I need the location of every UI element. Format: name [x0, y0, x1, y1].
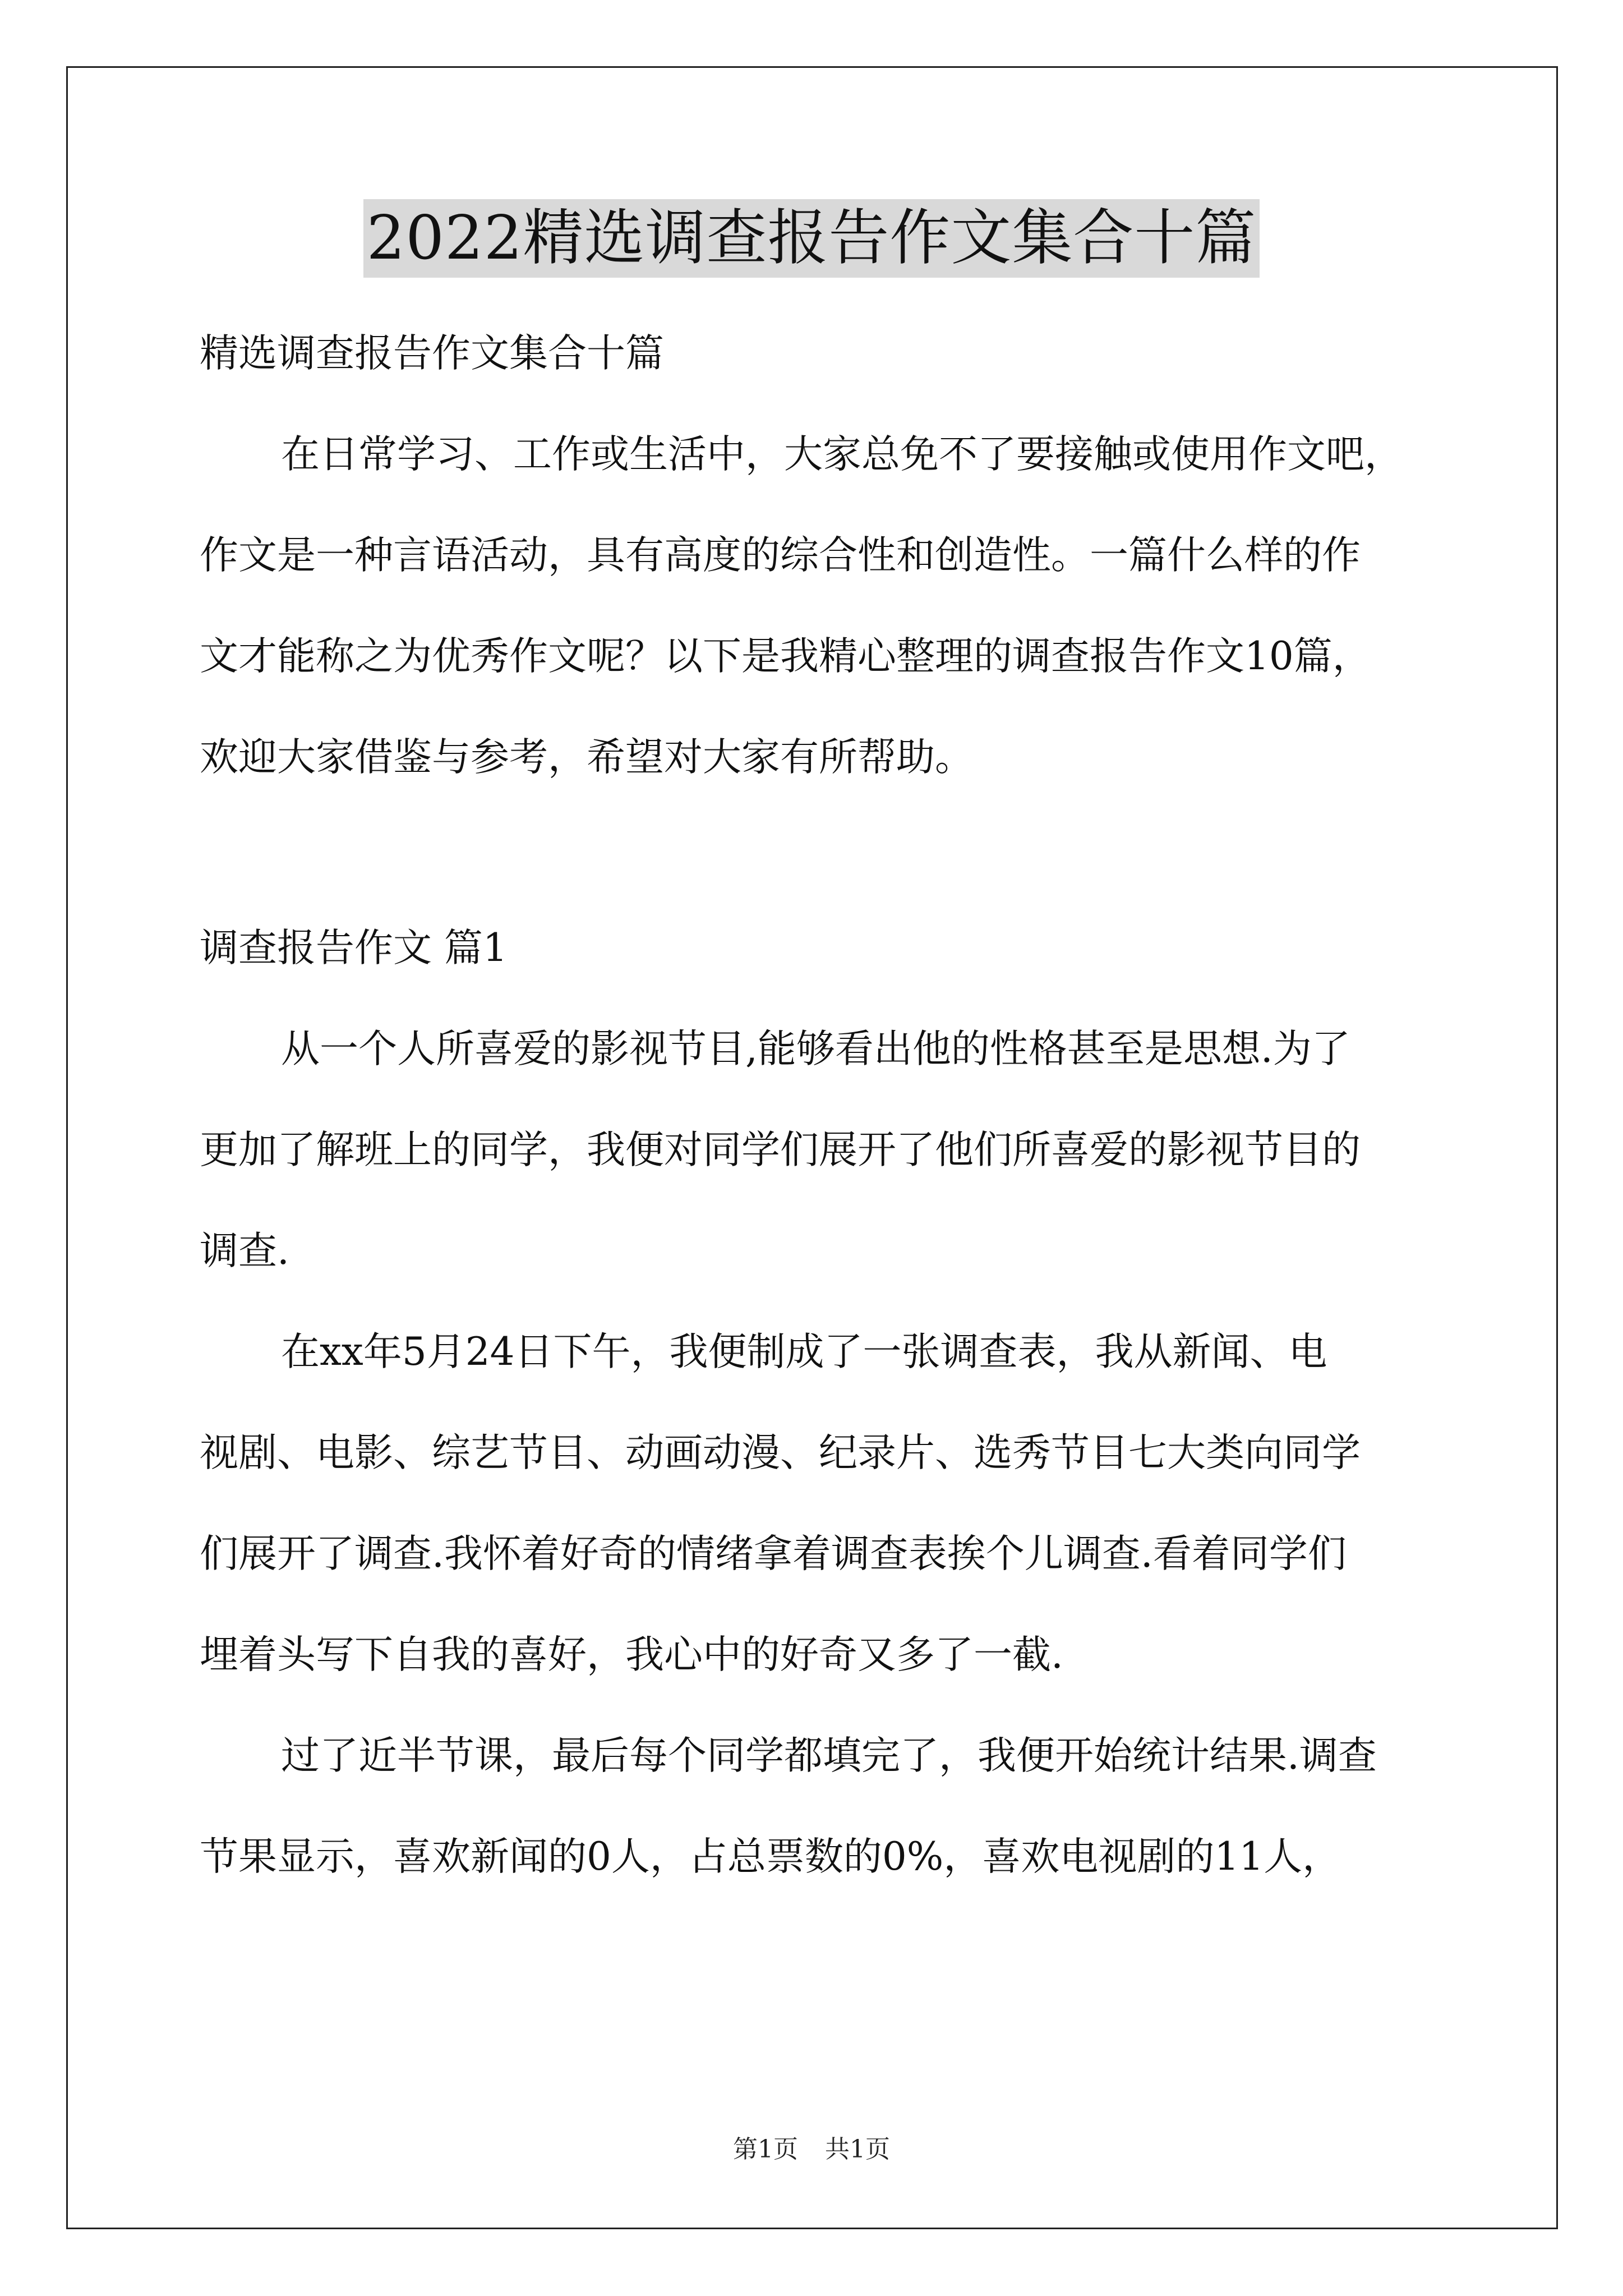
paragraph-line: 调查. [200, 1228, 289, 1273]
paragraph-line: 在xx年5月24日下午，我便制成了一张调查表，我从新闻、电 [281, 1329, 1327, 1374]
paragraph-line: 节果显示，喜欢新闻的0人，占总票数的0%，喜欢电视剧的11人， [200, 1834, 1341, 1879]
intro-line: 文才能称之为优秀作文呢？以下是我精心整理的调查报告作文10篇， [200, 634, 1371, 679]
intro-line: 在日常学习、工作或生活中，大家总免不了要接触或使用作文吧， [281, 432, 1403, 477]
paragraph-line: 从一个人所喜爱的影视节目,能够看出他的性格甚至是思想.为了 [281, 1027, 1350, 1071]
paragraph-line: 过了近半节课，最后每个同学都填完了，我便开始统计结果.调查 [281, 1733, 1377, 1778]
intro-line: 作文是一种言语活动，具有高度的综合性和创造性。一篇什么样的作 [200, 533, 1361, 578]
paragraph-line: 更加了解班上的同学，我便对同学们展开了他们所喜爱的影视节目的 [200, 1128, 1361, 1172]
section-gap [200, 808, 1428, 898]
page-total: 共1页 [825, 2135, 890, 2164]
paragraph-line: 埋着头写下自我的喜好，我心中的好奇又多了一截. [200, 1632, 1063, 1677]
document-body [200, 303, 1428, 1907]
paragraph-line: 视剧、电影、综艺节目、动画动漫、纪录片、选秀节目七大类向同学 [200, 1430, 1361, 1475]
page-number: 第1页 [733, 2135, 798, 2164]
paragraph-line: 们展开了调查.我怀着好奇的情绪拿着调查表挨个儿调查.看着同学们 [200, 1531, 1347, 1576]
document-subtitle: 精选调查报告作文集合十篇 [200, 331, 664, 376]
section-heading: 调查报告作文 篇1 [200, 926, 508, 970]
document-title: 2022精选调查报告作文集合十篇 [363, 199, 1260, 278]
intro-line: 欢迎大家借鉴与参考，希望对大家有所帮助。 [200, 735, 974, 780]
page-footer [0, 2129, 1623, 2165]
title-container [0, 199, 1623, 278]
